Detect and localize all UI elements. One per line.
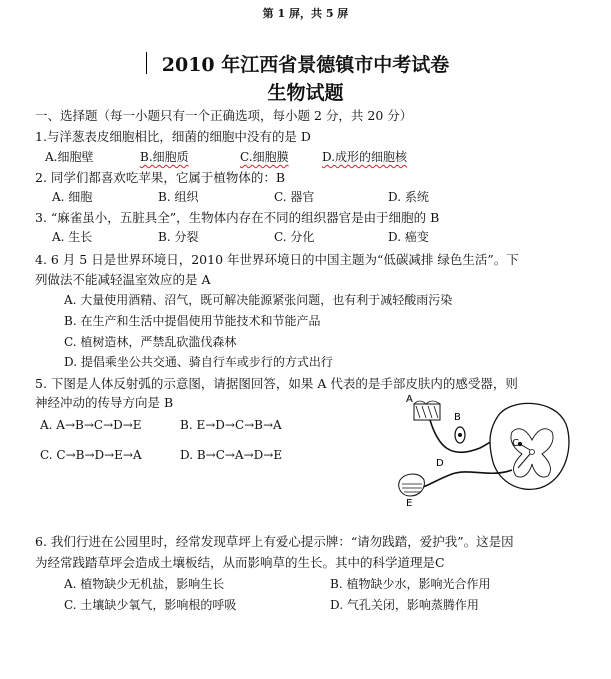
skin-receptor-shape	[414, 401, 440, 420]
q1-option-d: D.成形的细胞核	[322, 150, 408, 164]
diagram-label-d: D	[436, 458, 444, 469]
q2-option-d: D. 系统	[388, 190, 429, 204]
q3-option-d: D. 癌变	[388, 230, 429, 244]
diagram-label-a: A	[406, 394, 413, 405]
question-1-stem: 1.与洋葱表皮细胞相比，细菌的细胞中没有的是 D	[35, 129, 311, 144]
q3-option-b: B. 分裂	[158, 230, 199, 244]
q4-option-d: D. 提倡乘坐公共交通、骑自行车或步行的方式出行	[64, 355, 333, 369]
exam-title: 2010 年江西省景德镇市中考试卷	[161, 54, 450, 76]
question-2-stem: 2. 同学们都喜欢吃苹果，它属于植物体的：B	[35, 170, 286, 185]
q5-option-a: A. A→B→C→D→E	[40, 418, 142, 432]
q1-option-c: C.细胞膜	[240, 150, 289, 164]
q6-option-c: C. 土壤缺少氧气，影响根的呼吸	[64, 598, 237, 612]
spinal-cord-shape	[490, 403, 569, 489]
q4-option-c: C. 植树造林，严禁乱砍滥伐森林	[64, 335, 237, 349]
q5-option-c: C. C→B→D→E→A	[40, 448, 142, 462]
diagram-label-e: E	[406, 498, 413, 506]
q4-option-b: B. 在生产和生活中提倡使用节能技术和节能产品	[64, 314, 321, 328]
question-5-stem-line1: 5. 下图是人体反射弧的示意图，请据图回答，如果 A 代表的是手部皮肤内的感受器，则	[35, 376, 518, 391]
question-4-stem-line2: 列做法不能减轻温室效应的是 A	[35, 272, 211, 287]
question-6-stem-line2: 为经常践踏草坪会造成土壤板结，从而影响草的生长。其中的科学道理是C	[35, 555, 445, 570]
q5-option-b: B. E→D→C→B→A	[180, 418, 282, 432]
section-heading: 一、选择题（每一小题只有一个正确选项，每小题 2 分，共 20 分）	[35, 108, 413, 123]
q3-option-a: A. 生长	[52, 230, 93, 244]
page-indicator: 第 1 屏，共 5 屏	[262, 7, 349, 20]
q1-option-b: B.细胞质	[140, 150, 189, 164]
exam-subtitle: 生物试题	[267, 82, 344, 104]
q5-option-d: D. B→C→A→D→E	[180, 448, 283, 462]
effector-muscle-shape	[399, 474, 425, 496]
reflex-arc-diagram	[380, 388, 580, 506]
question-4-stem-line1: 4. 6 月 5 日是世界环境日，2010 年世界环境日的中国主题为“低碳减排 绿色生活”。下	[35, 252, 519, 267]
diagram-label-c: C	[512, 438, 519, 449]
q1-option-a: A.细胞壁	[45, 150, 94, 164]
q6-option-d: D. 气孔关闭，影响蒸腾作用	[330, 598, 479, 612]
q3-option-c: C. 分化	[274, 230, 315, 244]
question-6-stem-line1: 6. 我们行进在公园里时，经常发现草坪上有爱心提示牌：“请勿践踏，爱护我”。这是因	[35, 534, 514, 549]
q4-option-a: A. 大量使用酒精、沼气，既可解决能源紧张问题，也有利于减轻酸雨污染	[64, 293, 453, 307]
question-5-stem-line2: 神经冲动的传导方向是 B	[35, 395, 174, 410]
q6-option-b: B. 植物缺少水，影响光合作用	[330, 577, 491, 591]
q2-option-c: C. 器官	[274, 190, 315, 204]
q6-option-a: A. 植物缺少无机盐，影响生长	[64, 577, 225, 591]
question-3-stem: 3. “麻雀虽小，五脏具全”，生物体内存在不同的组织器官是由于细胞的 B	[35, 210, 440, 225]
diagram-label-b: B	[454, 412, 461, 423]
q2-option-a: A. 细胞	[52, 190, 93, 204]
q2-option-b: B. 组织	[158, 190, 199, 204]
